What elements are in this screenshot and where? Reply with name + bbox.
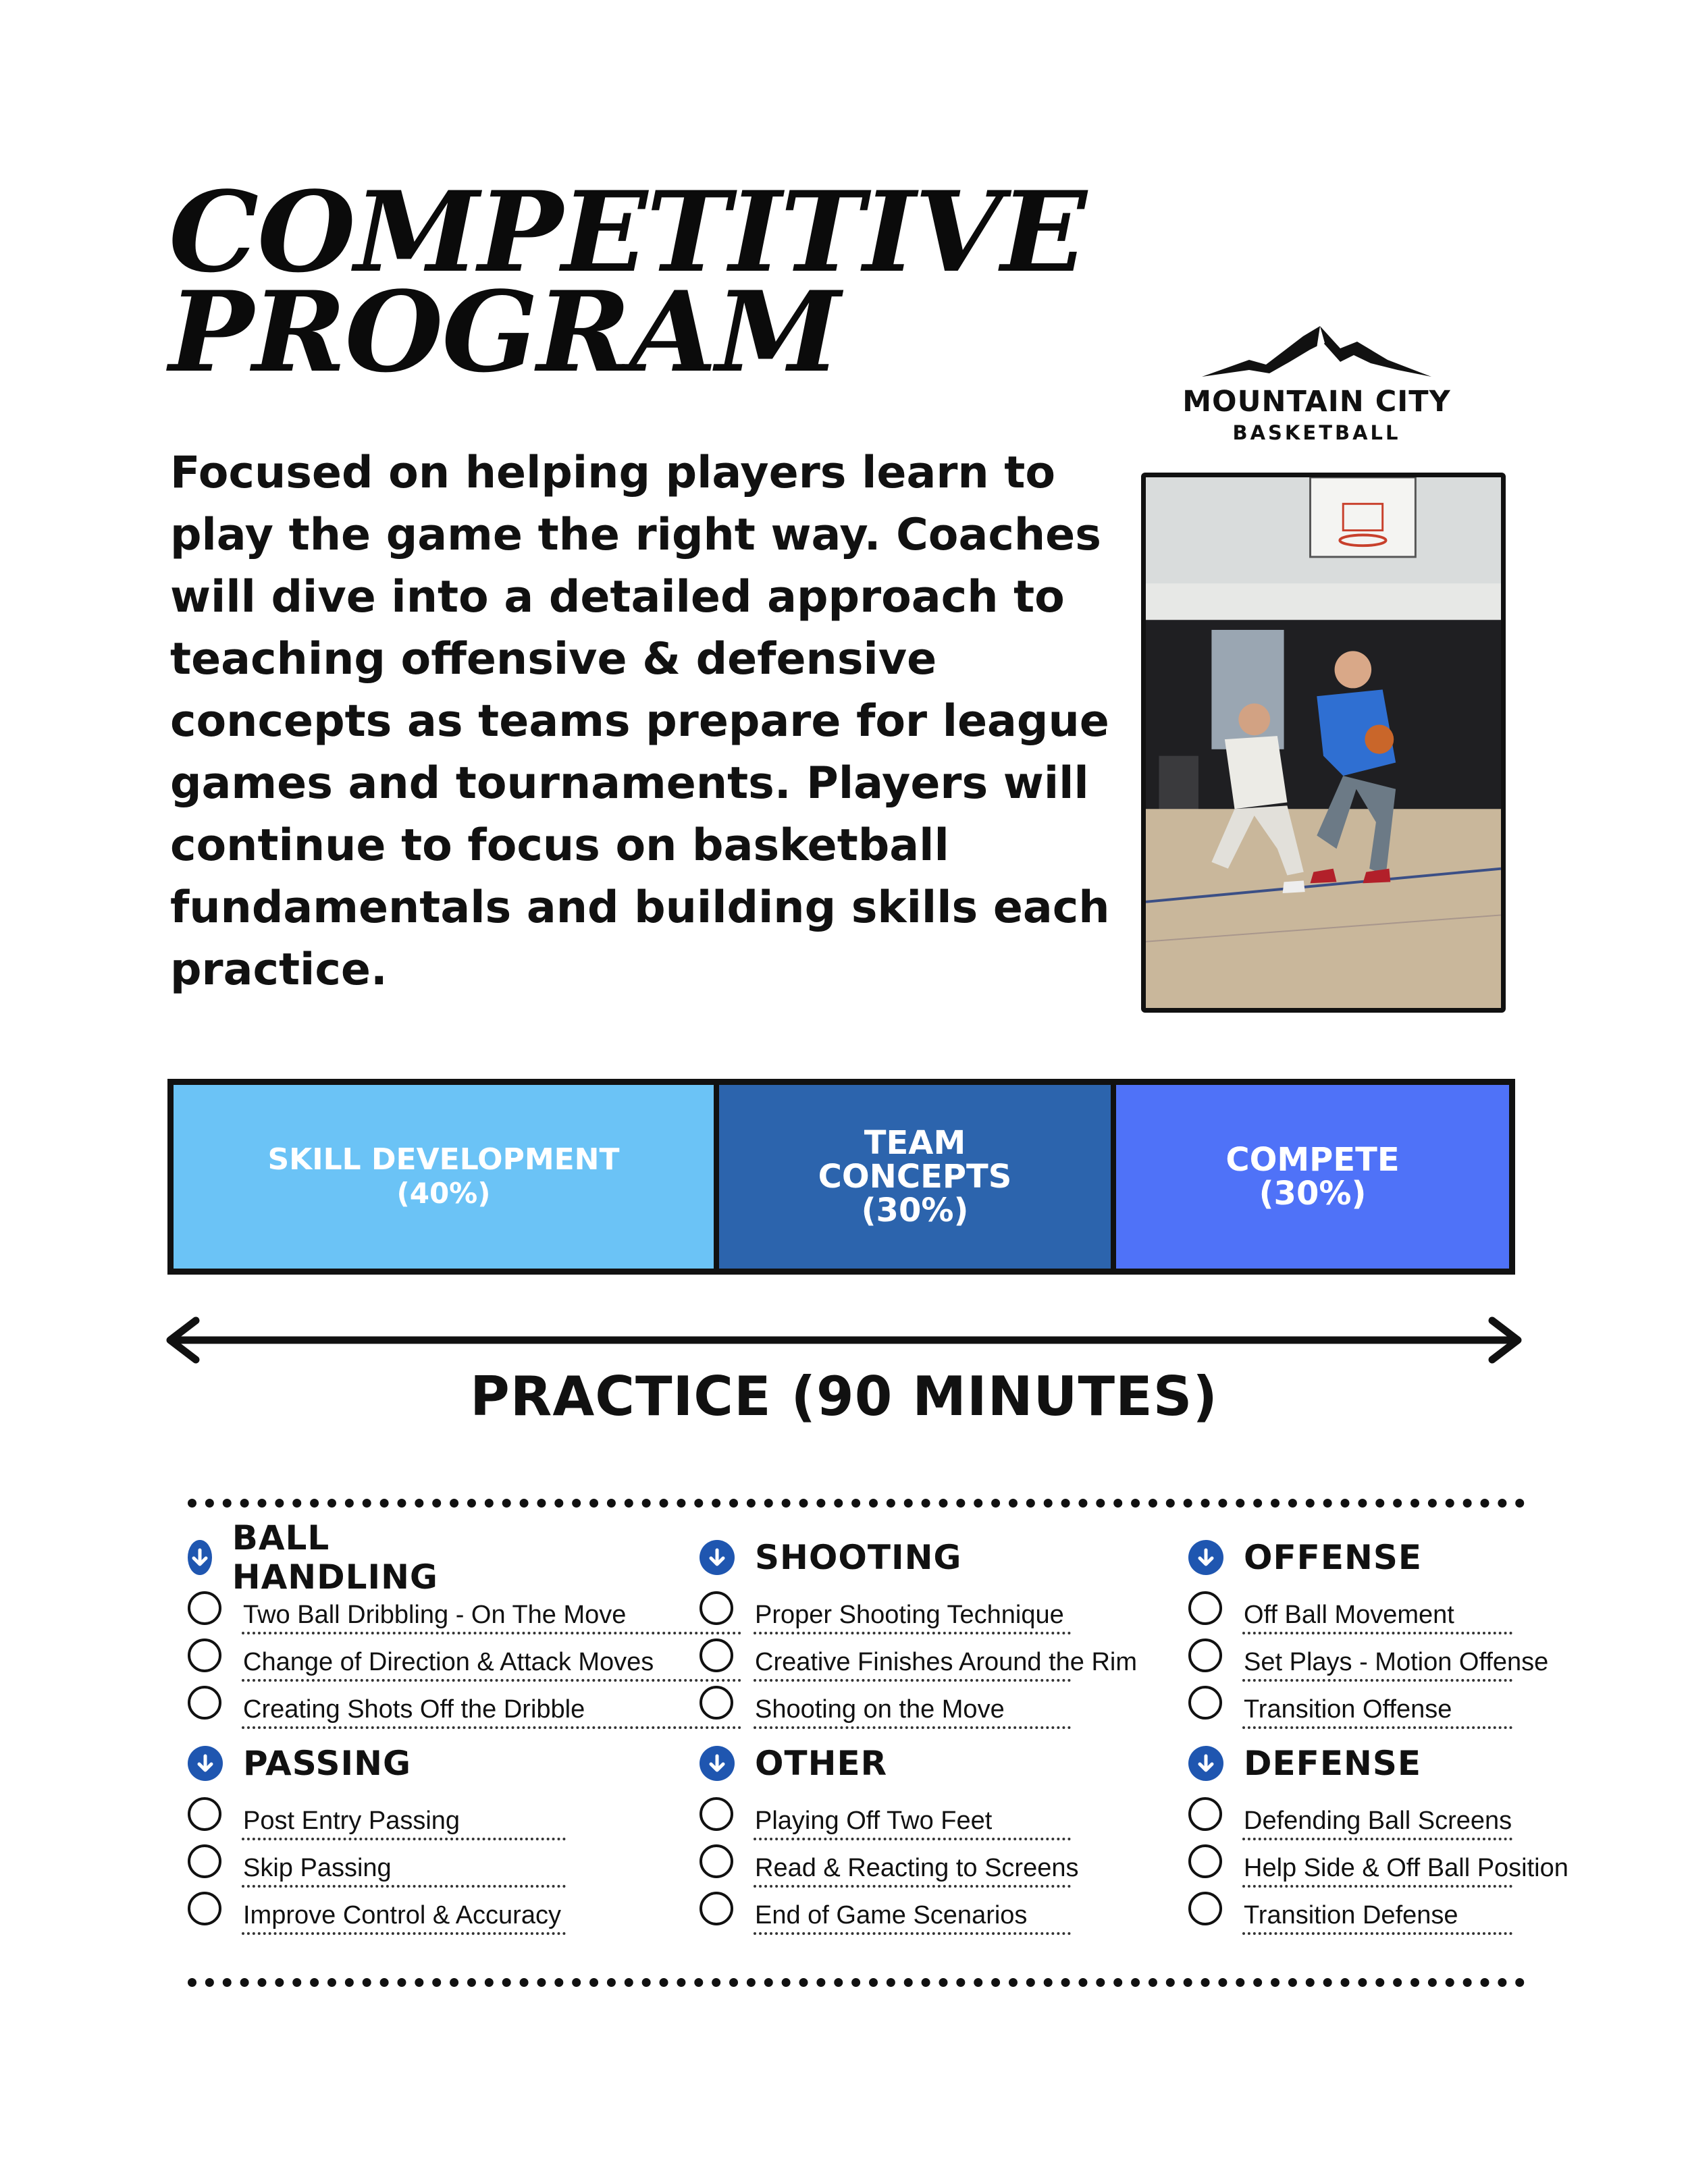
checkbox-circle-icon[interactable] — [700, 1686, 733, 1720]
category-title: DEFENSE — [1244, 1744, 1421, 1783]
category-heading — [700, 1536, 961, 1579]
checkbox-circle-icon[interactable] — [1188, 1892, 1222, 1925]
practice-duration-heading: PRACTICE (90 MINUTES) — [470, 1365, 1218, 1428]
logo-subtitle: BASKETBALL — [1232, 421, 1401, 444]
dotted-underline — [1242, 1885, 1512, 1888]
title-line-2: PROGRAM — [169, 267, 840, 397]
dotted-underline — [242, 1632, 741, 1634]
dotted-underline — [242, 1726, 741, 1729]
compete-label: COMPETE — [1225, 1141, 1400, 1179]
checklist-item-label: Off Ball Movement — [1244, 1601, 1454, 1629]
arrow-down-circle-icon — [188, 1746, 223, 1781]
category-title: SHOOTING — [755, 1538, 962, 1577]
checklist-item-label: Skip Passing — [243, 1854, 392, 1882]
program-description: Focused on helping players learn to play the game the right way. Coaches will dive into a detailed approach to teaching offensive & defensive concepts as teams prepare for league games and tournaments. Players will continue to focus on basketball fundamentals and building skills each practice. — [170, 448, 1110, 995]
checkbox-circle-icon[interactable] — [700, 1591, 733, 1625]
dotted-divider-bottom — [188, 1978, 1525, 1987]
dotted-underline — [242, 1932, 566, 1935]
title-line-1: COMPETITIVE — [169, 167, 1086, 297]
checkbox-circle-icon[interactable] — [700, 1797, 733, 1831]
dotted-underline — [754, 1679, 1071, 1682]
checkbox-circle-icon[interactable] — [700, 1844, 733, 1878]
double-arrow-icon — [162, 1316, 1526, 1364]
category-heading — [1188, 1742, 1421, 1785]
category-title: PASSING — [243, 1744, 412, 1783]
dotted-underline — [754, 1726, 1071, 1729]
dotted-divider-top — [188, 1499, 1525, 1508]
dotted-underline — [1242, 1632, 1512, 1634]
dotted-underline — [242, 1885, 566, 1888]
practice-breakdown-bar — [167, 1079, 1515, 1275]
mountain-icon — [1202, 323, 1431, 390]
checklist-item-label: Proper Shooting Technique — [755, 1601, 1064, 1629]
checkbox-circle-icon[interactable] — [188, 1892, 221, 1925]
checklist-item-label: Playing Off Two Feet — [755, 1807, 993, 1835]
category-title: OTHER — [755, 1744, 888, 1783]
checklist-item-label: Read & Reacting to Screens — [755, 1854, 1079, 1882]
checkbox-circle-icon[interactable] — [188, 1591, 221, 1625]
checklist-item-label: End of Game Scenarios — [755, 1901, 1028, 1929]
team-label-2: CONCEPTS — [818, 1158, 1012, 1196]
checklist-item-label: Change of Direction & Attack Moves — [243, 1648, 654, 1676]
category-heading — [188, 1742, 411, 1785]
checklist-item-label: Post Entry Passing — [243, 1807, 460, 1835]
dotted-underline — [754, 1838, 1071, 1840]
dotted-underline — [1242, 1726, 1512, 1729]
checkbox-circle-icon[interactable] — [188, 1797, 221, 1831]
segment-compete — [1116, 1085, 1509, 1269]
team-label-1: TEAM — [864, 1124, 966, 1162]
checklist-item-label: Set Plays - Motion Offense — [1244, 1648, 1549, 1676]
arrow-down-circle-icon — [700, 1746, 735, 1781]
checkbox-circle-icon[interactable] — [700, 1892, 733, 1925]
program-title — [169, 167, 1086, 397]
category-heading — [1188, 1536, 1422, 1579]
dotted-underline — [242, 1679, 741, 1682]
checklist-item-label: Defending Ball Screens — [1244, 1807, 1512, 1835]
dotted-underline — [754, 1932, 1071, 1935]
checklist-item-label: Transition Defense — [1244, 1901, 1458, 1929]
arrow-down-circle-icon — [1188, 1746, 1223, 1781]
category-title: OFFENSE — [1244, 1538, 1422, 1577]
team-percent: (30%) — [861, 1192, 969, 1229]
checklist-item-label: Creative Finishes Around the Rim — [755, 1648, 1138, 1676]
checklist-item-label: Transition Offense — [1244, 1695, 1452, 1724]
dotted-underline — [754, 1885, 1071, 1888]
checkbox-circle-icon[interactable] — [188, 1686, 221, 1720]
checklist-item-label: Help Side & Off Ball Position — [1244, 1854, 1568, 1882]
segment-skill-development — [174, 1085, 714, 1269]
checkbox-circle-icon[interactable] — [1188, 1844, 1222, 1878]
checkbox-circle-icon[interactable] — [700, 1639, 733, 1672]
checklist-item-label: Two Ball Dribbling - On The Move — [243, 1601, 627, 1629]
checkbox-circle-icon[interactable] — [1188, 1639, 1222, 1672]
dotted-underline — [242, 1838, 566, 1840]
dotted-underline — [1242, 1838, 1512, 1840]
checkbox-circle-icon[interactable] — [1188, 1591, 1222, 1625]
skill-label: SKILL DEVELOPMENT — [267, 1142, 620, 1177]
segment-team-concepts — [719, 1085, 1111, 1269]
arrow-down-circle-icon — [1188, 1540, 1223, 1575]
checkbox-circle-icon[interactable] — [188, 1844, 221, 1878]
player-photo — [1141, 473, 1506, 1013]
checklist-item-label: Shooting on the Move — [755, 1695, 1005, 1724]
arrow-down-circle-icon — [700, 1540, 735, 1575]
logo-name: MOUNTAIN CITY — [1182, 385, 1451, 419]
checkbox-circle-icon[interactable] — [188, 1639, 221, 1672]
dotted-underline — [754, 1632, 1071, 1634]
checkbox-circle-icon[interactable] — [1188, 1797, 1222, 1831]
category-title: BALL HANDLING — [232, 1518, 438, 1597]
dotted-underline — [1242, 1932, 1512, 1935]
skill-percent: (40%) — [396, 1177, 491, 1210]
dotted-underline — [1242, 1679, 1512, 1682]
checklist-item-label: Creating Shots Off the Dribble — [243, 1695, 585, 1724]
category-heading — [188, 1518, 449, 1597]
category-heading — [700, 1742, 887, 1785]
mountain-city-logo — [1141, 323, 1492, 444]
arrow-down-circle-icon — [188, 1540, 212, 1575]
checkbox-circle-icon[interactable] — [1188, 1686, 1222, 1720]
compete-percent: (30%) — [1259, 1175, 1367, 1213]
checklist-item-label: Improve Control & Accuracy — [243, 1901, 561, 1929]
